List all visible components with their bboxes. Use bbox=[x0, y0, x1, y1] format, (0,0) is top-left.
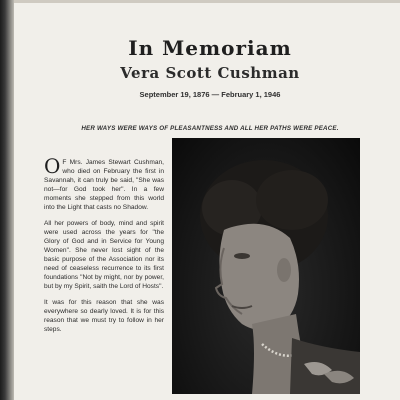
life-dates: September 19, 1876 — February 1, 1946 bbox=[139, 90, 281, 99]
motto-line: HER WAYS WERE WAYS OF PLEASANTNESS AND ALL HER PATHS WERE PEACE. bbox=[81, 125, 339, 132]
honoree-name: Vera Scott Cushman bbox=[120, 64, 300, 82]
memorial-article bbox=[44, 154, 164, 341]
portrait-photo bbox=[172, 138, 360, 394]
article-paragraph-1-text: F Mrs. James Stewart Cushman, who died on February the first in Savannah, it can truly be said, "She was not—for God took her". In a few moments she stepped from this world into the Light that casts no Shadow. bbox=[44, 159, 164, 211]
article-paragraph-3: It was for this reason that she was everywhere so dearly loved. It is for this reason that we must try to follow in her steps. bbox=[44, 299, 164, 333]
article-paragraph-1 bbox=[44, 154, 164, 212]
drop-cap: O bbox=[44, 154, 61, 178]
page-title: In Memoriam bbox=[128, 36, 292, 60]
article-paragraph-2: All her powers of body, mind and spirit were used across the years for "the Glory of God and in Service for Young Women". She never lost sight of the basic purpose of the Association nor its need of ceaseless recurrence to its first foundations "Not by might, nor by power, but by my Spirit, saith the Lord of Hosts". bbox=[44, 220, 164, 290]
top-edge bbox=[14, 0, 400, 3]
portrait-illustration bbox=[172, 138, 360, 394]
book-gutter bbox=[0, 0, 14, 400]
